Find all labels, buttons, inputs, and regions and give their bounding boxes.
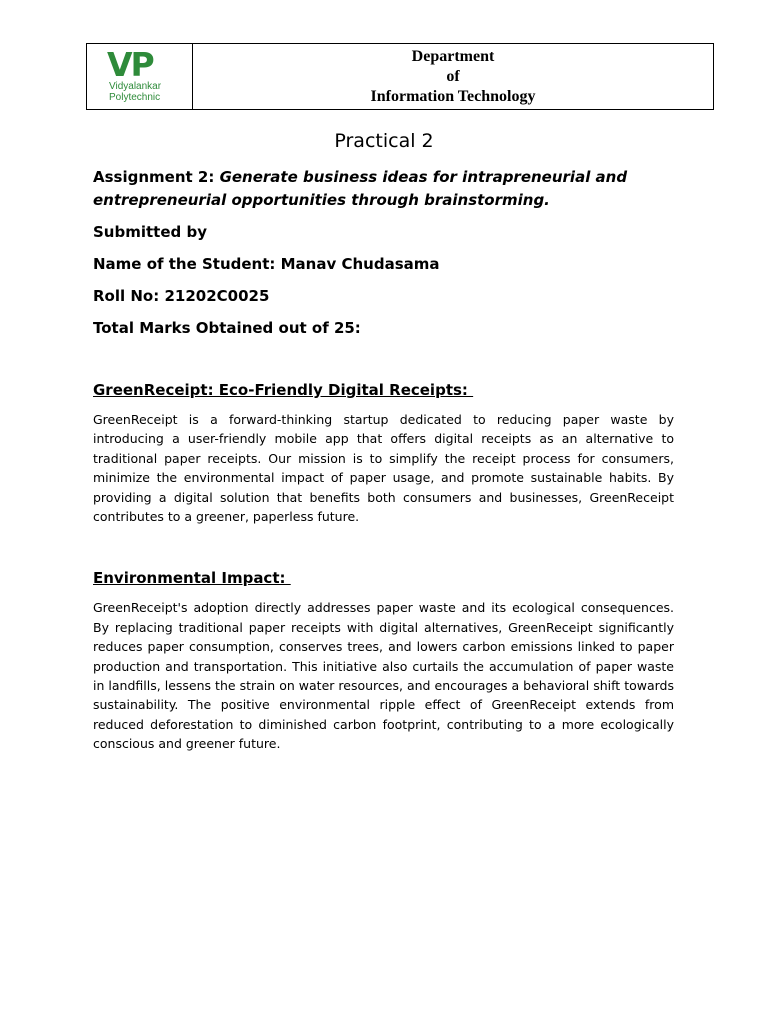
spacer [93, 350, 674, 380]
page-title: Practical 2 [334, 130, 434, 152]
department-name-line: Information Technology [370, 87, 536, 105]
student-name: Name of the Student: Manav Chudasama [93, 255, 440, 273]
section-heading-environmental-impact: Environmental Impact: [93, 569, 291, 588]
spacer [93, 526, 674, 568]
logo-line-polytechnic: Polytechnic [109, 92, 161, 103]
logo-line-vidyalankar: Vidyalankar [109, 81, 162, 92]
vp-logo-icon [107, 49, 171, 79]
department-cell [193, 44, 713, 109]
total-marks: Total Marks Obtained out of 25: [93, 319, 361, 337]
assignment-prefix: Assignment 2: [93, 168, 220, 186]
header-table [86, 43, 714, 110]
assignment-line [93, 166, 674, 212]
logo-text: VP [107, 49, 153, 79]
section-body-environmental-impact: GreenReceipt's adoption directly addresses paper waste and its ecological consequences. By replacing traditional paper receipts with digital alternatives, GreenReceipt significantly reduces paper consumption, conserves trees, and lowers carbon emissions linked to paper production and transportation. This initiative also curtails the accumulation of paper waste in landfills, lessens the strain on water resources, and encourages a behavioral shift towards sustainability. The positive environmental ripple effect of GreenReceipt extends from reduced deforestation to diminished carbon footprint, contributing to a more ecologically conscious and greener future. [93, 600, 674, 752]
logo-cell [87, 44, 193, 109]
department-of-line: of [446, 67, 460, 85]
section-body-greenreceipt: GreenReceipt is a forward-thinking startup dedicated to reducing paper waste by introducing a user-friendly mobile app that offers digital receipts as an alternative to traditional paper receipts. Our mission is to simplify the receipt process for consumers, minimize the environmental impact of paper usage, and promote sustainable habits. By providing a digital solution that benefits both consumers and businesses, GreenReceipt contributes to a greener, paperless future. [93, 412, 674, 525]
roll-number: Roll No: 21202C0025 [93, 287, 270, 305]
department-line: Department [411, 47, 495, 65]
assignment-text: Generate business ideas for intrapreneurial and entrepreneurial opportunities through brainstorming. [93, 168, 628, 209]
section-heading-greenreceipt: GreenReceipt: Eco-Friendly Digital Receipts: [93, 381, 474, 399]
submitted-by: Submitted by [93, 223, 207, 241]
document-body [93, 166, 674, 754]
